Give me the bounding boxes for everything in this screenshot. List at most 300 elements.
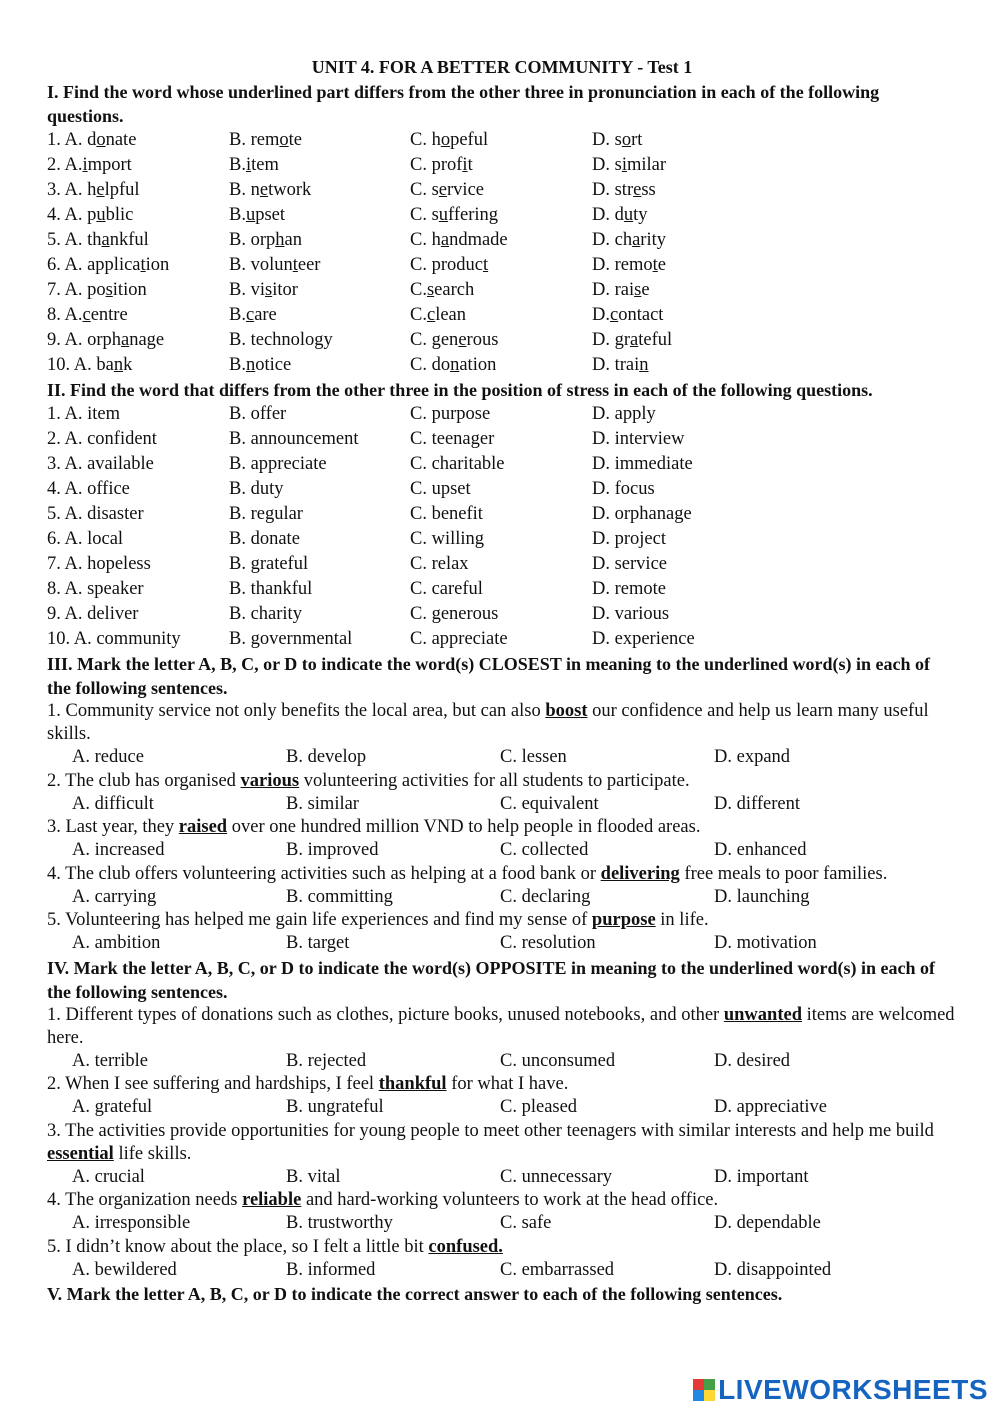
option-text: B. — [229, 355, 246, 375]
underlined-letters: n — [245, 355, 256, 375]
option-text: eer — [297, 255, 321, 275]
question-text-after: life skills. — [113, 1143, 192, 1164]
underlined-letters: e — [96, 180, 105, 200]
answer-option[interactable]: D. service — [592, 554, 667, 574]
stress-row — [47, 577, 957, 602]
question-text-after: our confidence and help us learn many useful skills. — [47, 701, 929, 744]
answer-option[interactable]: 4. A. office — [47, 479, 130, 499]
option-text: nate — [105, 130, 137, 150]
option-text: ffering — [448, 205, 499, 225]
answer-option[interactable] — [410, 353, 592, 378]
answer-option[interactable] — [592, 278, 792, 303]
question-text-before: 1. Different types of donations such as clothes, picture books, unused notebooks, and other — [47, 1004, 724, 1025]
option-text: rity — [640, 230, 666, 250]
option-text: te — [288, 130, 302, 150]
underlined-letters: e — [633, 180, 642, 200]
answer-option[interactable] — [47, 278, 229, 303]
underlined-letters: u — [245, 205, 256, 225]
answer-option[interactable]: C. charitable — [410, 454, 505, 474]
underlined-letters: c — [245, 305, 255, 325]
answer-option[interactable] — [229, 303, 410, 328]
answer-option[interactable]: A. grateful — [72, 1097, 153, 1117]
question-text-after: for what I have. — [446, 1074, 569, 1094]
option-text: milar — [626, 155, 666, 175]
option-text: rvice — [447, 180, 484, 200]
answer-option[interactable]: 1. A. item — [47, 404, 120, 424]
underlined-keyword: raised — [178, 817, 228, 837]
option-text: 6. A. applica — [47, 255, 141, 275]
answer-option[interactable]: B. offer — [229, 404, 287, 424]
answer-option[interactable] — [229, 128, 410, 153]
answer-option[interactable]: D. apply — [592, 404, 656, 424]
option-text: B. orp — [229, 230, 276, 250]
option-text: 1. A. d — [47, 130, 97, 150]
answer-option[interactable] — [592, 178, 792, 203]
underlined-letters: e — [458, 330, 467, 350]
underlined-letters: h — [275, 230, 285, 250]
underlined-letters: a — [101, 230, 110, 250]
option-text: D. remo — [592, 255, 653, 275]
question-text-before: 3. The activities provide opportunities for young people to meet other teenagers with similar interests and help me build — [47, 1120, 934, 1141]
option-text: nage — [129, 330, 165, 350]
underlined-letters: i — [462, 155, 468, 175]
answer-option[interactable]: D. immediate — [592, 454, 693, 474]
option-text: k — [123, 355, 133, 375]
answer-option[interactable] — [592, 153, 792, 178]
underlined-letters: s — [426, 280, 435, 300]
answer-option[interactable]: B. ungrateful — [286, 1097, 384, 1117]
answer-option[interactable] — [410, 128, 592, 153]
answer-option[interactable] — [592, 203, 792, 228]
section-2-heading: II. Find the word that differs from the other three in the position of stress in each of the following questions. — [47, 380, 873, 400]
underlined-letters: a — [630, 330, 639, 350]
option-text: e — [657, 255, 666, 275]
answer-option[interactable]: D. focus — [592, 479, 655, 499]
option-text: mport — [87, 155, 132, 175]
answer-option[interactable]: A. bewildered — [72, 1259, 177, 1280]
underlined-letters: u — [96, 205, 106, 225]
question-text-before: 4. The organization needs — [47, 1190, 243, 1210]
underlined-letters: s — [634, 280, 642, 300]
question-text-after: over one hundred million VND to help people in flooded areas. — [227, 817, 701, 837]
answer-option[interactable]: B. regular — [229, 504, 303, 524]
underlined-letters: t — [292, 255, 298, 275]
option-text: 2. A. — [47, 155, 83, 175]
answer-option[interactable]: C. equivalent — [500, 793, 599, 814]
underlined-keyword: delivering — [600, 863, 680, 884]
option-text: t — [467, 155, 473, 175]
underlined-keyword: thankful — [378, 1074, 447, 1094]
answer-option[interactable]: A. terrible — [72, 1050, 149, 1071]
answer-option[interactable]: C. teenager — [410, 429, 495, 449]
pronunciation-row — [47, 353, 957, 378]
option-text: C. h — [410, 230, 441, 250]
underlined-letters: o — [621, 130, 632, 150]
question-text-before: 4. The club offers volunteering activities such as helping at a food bank or — [47, 863, 601, 884]
answer-option[interactable] — [410, 253, 592, 278]
option-text: otice — [255, 355, 292, 375]
underlined-letters: c — [82, 305, 91, 325]
answer-option[interactable] — [229, 203, 410, 228]
question-text-after: in life. — [655, 910, 709, 930]
question-text-after: volunteering activities for all students to participate. — [299, 770, 690, 791]
answer-option[interactable]: D. remote — [592, 579, 666, 599]
answer-option[interactable] — [229, 228, 410, 253]
page-title: UNIT 4. FOR A BETTER COMMUNITY - Test 1 — [311, 57, 693, 77]
option-text: peful — [450, 130, 489, 150]
answer-option[interactable]: B. announcement — [229, 429, 359, 449]
option-text: ion — [145, 255, 170, 275]
answer-option[interactable] — [47, 153, 229, 178]
stress-row — [47, 627, 957, 652]
underlined-keyword: purpose — [591, 910, 656, 930]
answer-option[interactable] — [229, 353, 410, 378]
option-text: 8. A. — [47, 305, 83, 325]
option-text: earch — [434, 280, 475, 300]
answer-option[interactable]: B. appreciate — [229, 454, 327, 474]
answer-options — [47, 839, 957, 863]
answer-option[interactable]: D. desired — [714, 1050, 791, 1071]
logo-square-red — [693, 1379, 704, 1390]
option-text: ty — [633, 205, 648, 225]
section-2-questions — [47, 402, 957, 652]
underlined-letters: a — [632, 230, 641, 250]
answer-option[interactable] — [229, 278, 410, 303]
answer-option[interactable]: C. careful — [410, 579, 483, 599]
underlined-letters: e — [259, 180, 269, 200]
question-text — [47, 700, 957, 746]
option-text: entre — [90, 305, 128, 325]
answer-options — [47, 1212, 957, 1236]
answer-option[interactable]: 9. A. deliver — [47, 604, 139, 624]
question-text — [47, 1073, 957, 1096]
question-text — [47, 1004, 957, 1050]
answer-option[interactable]: C. benefit — [410, 504, 483, 524]
answer-option[interactable]: 6. A. local — [47, 529, 124, 549]
pronunciation-row — [47, 128, 957, 153]
answer-option[interactable]: C. purpose — [410, 404, 491, 424]
answer-option[interactable]: B. committing — [286, 886, 393, 907]
option-text: ation — [459, 355, 497, 375]
answer-option[interactable]: B. develop — [286, 747, 367, 767]
stress-row — [47, 552, 957, 577]
underlined-letters: s — [105, 280, 113, 300]
option-text: B. n — [229, 180, 260, 200]
option-text: pset — [255, 205, 286, 225]
pronunciation-row — [47, 328, 957, 353]
answer-option[interactable] — [410, 328, 592, 353]
answer-option[interactable] — [229, 328, 410, 353]
section-4-questions — [47, 1004, 957, 1283]
question-text-before: 5. I didn’t know about the place, so I felt a little bit — [47, 1236, 429, 1257]
option-text: B. rem — [229, 130, 280, 150]
answer-option[interactable]: C. embarrassed — [500, 1259, 615, 1280]
option-text: ontact — [618, 305, 664, 325]
option-text: lpful — [104, 180, 140, 200]
answer-option[interactable]: C. declaring — [500, 886, 591, 907]
answer-option[interactable]: C. collected — [500, 840, 589, 860]
answer-option[interactable] — [410, 278, 592, 303]
answer-option[interactable] — [229, 253, 410, 278]
question-text — [47, 770, 957, 793]
option-text: rous — [466, 330, 499, 350]
answer-option[interactable]: B. rejected — [286, 1050, 367, 1071]
answer-option[interactable]: B. grateful — [229, 554, 309, 574]
option-text: ss — [641, 180, 656, 200]
option-text: D. ch — [592, 230, 633, 250]
logo-mark-icon — [693, 1379, 715, 1401]
option-text: 10. A. ba — [47, 355, 114, 375]
question-text-before: 2. The club has organised — [47, 770, 241, 791]
answer-option[interactable] — [410, 178, 592, 203]
answer-option[interactable] — [410, 203, 592, 228]
underlined-keyword: confused. — [428, 1236, 503, 1257]
question-text — [47, 1236, 957, 1259]
underlined-letters: n — [113, 355, 124, 375]
option-text: C. prof — [410, 155, 463, 175]
answer-option[interactable] — [410, 228, 592, 253]
answer-options — [47, 1096, 957, 1120]
answer-option[interactable]: 5. A. disaster — [47, 504, 144, 524]
answer-option[interactable]: D. orphanage — [592, 504, 692, 524]
answer-option[interactable]: C. unnecessary — [500, 1166, 612, 1187]
option-text: B. volun — [229, 255, 293, 275]
stress-row — [47, 452, 957, 477]
option-text: D. s — [592, 130, 622, 150]
section-3-heading: III. Mark the letter A, B, C, or D to indicate the word(s) CLOSEST in meaning to the underlined word(s) in each of the following sentences. — [47, 654, 931, 698]
answer-option[interactable] — [47, 228, 229, 253]
answer-option[interactable]: B. thankful — [229, 579, 313, 599]
question-text-before: 3. Last year, they — [47, 817, 179, 837]
pronunciation-row — [47, 303, 957, 328]
pronunciation-row — [47, 278, 957, 303]
underlined-letters: e — [438, 180, 448, 200]
logo-square-green — [704, 1379, 715, 1390]
answer-option[interactable]: A. reduce — [72, 747, 144, 767]
answer-option[interactable]: C. generous — [410, 604, 499, 624]
answer-option[interactable]: C. relax — [410, 554, 469, 574]
underlined-letters: i — [82, 155, 88, 175]
answer-option[interactable]: B. donate — [229, 529, 300, 549]
option-text: blic — [105, 205, 134, 225]
underlined-letters: a — [440, 230, 450, 250]
answer-option[interactable]: D. dependable — [714, 1213, 821, 1233]
answer-option[interactable] — [592, 303, 792, 328]
answer-option[interactable]: B. trustworthy — [286, 1213, 393, 1233]
underlined-letters: o — [279, 130, 289, 150]
answer-option[interactable]: B. charity — [229, 604, 302, 624]
underlined-letters: o — [440, 130, 451, 150]
option-text: B. — [229, 155, 246, 175]
answer-option[interactable]: A. carrying — [72, 886, 157, 907]
underlined-keyword: unwanted — [723, 1004, 802, 1025]
option-text: 4. A. p — [47, 205, 97, 225]
answer-option[interactable] — [410, 303, 592, 328]
answer-option[interactable]: D. various — [592, 604, 670, 624]
underlined-letters: n — [450, 355, 460, 375]
question-text — [47, 816, 957, 839]
answer-option[interactable]: A. crucial — [72, 1166, 145, 1187]
underlined-letters: t — [482, 255, 489, 275]
stress-row — [47, 502, 957, 527]
answer-option[interactable] — [47, 253, 229, 278]
pronunciation-row — [47, 178, 957, 203]
answer-option[interactable]: 2. A. confident — [47, 429, 157, 449]
section-1-heading: I. Find the word whose underlined part differs from the other three in pronunciation in each of the following questions. — [47, 82, 880, 126]
logo-square-blue — [693, 1390, 704, 1401]
answer-option[interactable]: D. enhanced — [714, 840, 807, 860]
question-text — [47, 1189, 957, 1212]
answer-option[interactable]: A. difficult — [72, 793, 154, 814]
option-text: D. trai — [592, 355, 640, 375]
option-text: 5. A. th — [47, 230, 102, 250]
option-text: C. — [410, 280, 427, 300]
underlined-letters: t — [140, 255, 146, 275]
answer-options — [47, 746, 957, 770]
option-text: twork — [268, 180, 312, 200]
answer-option[interactable] — [47, 178, 229, 203]
option-text: 7. A. po — [47, 280, 106, 300]
answer-option[interactable]: B. governmental — [229, 629, 353, 649]
answer-option[interactable] — [47, 203, 229, 228]
liveworksheets-logo[interactable] — [693, 1374, 988, 1406]
option-text: C. do — [410, 355, 451, 375]
question-text-before: 2. When I see suffering and hardships, I feel — [47, 1074, 379, 1094]
option-text: C. produc — [410, 255, 483, 275]
answer-option[interactable] — [410, 153, 592, 178]
underlined-keyword: reliable — [242, 1190, 302, 1210]
option-text: D. d — [592, 205, 624, 225]
option-text: B. vi — [229, 280, 265, 300]
answer-options — [47, 1050, 957, 1074]
logo-text: LIVEWORKSHEETS — [718, 1374, 988, 1405]
underlined-letters: i — [245, 155, 252, 175]
answer-option[interactable]: C. resolution — [500, 933, 596, 953]
answer-option[interactable] — [47, 128, 229, 153]
answer-option[interactable]: D. disappointed — [714, 1259, 832, 1280]
answer-option[interactable]: 7. A. hopeless — [47, 554, 151, 574]
answer-option[interactable]: D. different — [714, 793, 800, 814]
answer-option[interactable]: C. pleased — [500, 1097, 578, 1117]
answer-option[interactable]: D. important — [714, 1166, 809, 1187]
answer-option[interactable]: C. lessen — [500, 747, 567, 767]
answer-options — [47, 793, 957, 817]
underlined-keyword: essential — [47, 1143, 114, 1164]
question-text-after: and hard-working volunteers to work at the head office. — [301, 1190, 719, 1210]
option-text: 3. A. h — [47, 180, 97, 200]
answer-option[interactable]: A. increased — [72, 840, 165, 860]
pronunciation-row — [47, 153, 957, 178]
option-text: D. rai — [592, 280, 635, 300]
pronunciation-row — [47, 228, 957, 253]
option-text: D. — [592, 305, 610, 325]
option-text: an — [284, 230, 302, 250]
answer-option[interactable] — [592, 353, 792, 378]
answer-option[interactable]: D. project — [592, 529, 666, 549]
answer-option[interactable]: B. vital — [286, 1166, 341, 1187]
option-text: B. technology — [229, 330, 333, 350]
option-text: B. — [229, 205, 246, 225]
answer-option[interactable]: D. interview — [592, 429, 685, 449]
answer-option[interactable] — [592, 128, 792, 153]
answer-option[interactable]: B. improved — [286, 840, 379, 860]
answer-option[interactable]: C. appreciate — [410, 629, 508, 649]
answer-option[interactable] — [229, 178, 410, 203]
answer-option[interactable] — [47, 353, 229, 378]
question-text — [47, 1120, 957, 1166]
stress-row — [47, 402, 957, 427]
option-text: C. gen — [410, 330, 459, 350]
answer-option[interactable] — [47, 328, 229, 353]
answer-option[interactable] — [47, 303, 229, 328]
answer-option[interactable]: B. duty — [229, 479, 284, 499]
stress-row — [47, 477, 957, 502]
answer-option[interactable]: C. safe — [500, 1213, 552, 1233]
answer-option[interactable]: D. launching — [714, 886, 810, 907]
option-text: are — [254, 305, 277, 325]
answer-option[interactable]: B. informed — [286, 1259, 376, 1280]
underlined-letters: c — [610, 305, 619, 325]
answer-option[interactable]: C. upset — [410, 479, 471, 499]
answer-option[interactable]: D. experience — [592, 629, 695, 649]
answer-options — [47, 1259, 957, 1283]
option-text: C. — [410, 305, 427, 325]
answer-option[interactable] — [229, 153, 410, 178]
question-text-before: 1. Community service not only benefits the local area, but can also — [47, 701, 546, 721]
section-3-questions — [47, 700, 957, 956]
answer-option[interactable]: 8. A. speaker — [47, 579, 144, 599]
answer-option[interactable] — [592, 253, 792, 278]
answer-option[interactable]: A. irresponsible — [72, 1213, 191, 1233]
answer-options — [47, 1166, 957, 1190]
answer-option[interactable]: A. ambition — [72, 933, 161, 953]
answer-option[interactable]: D. expand — [714, 747, 791, 767]
option-text: lean — [435, 305, 466, 325]
stress-row — [47, 602, 957, 627]
answer-option[interactable]: D. motivation — [714, 933, 817, 953]
question-text — [47, 863, 957, 886]
answer-option[interactable] — [592, 328, 792, 353]
underlined-letters: s — [264, 280, 273, 300]
answer-option[interactable]: B. target — [286, 933, 350, 953]
stress-row — [47, 427, 957, 452]
answer-option[interactable] — [592, 228, 792, 253]
question-text-after: items are welcomed here. — [47, 1004, 955, 1048]
worksheet-page — [47, 55, 957, 1306]
answer-options — [47, 932, 957, 956]
underlined-letters: u — [438, 205, 449, 225]
option-text: ition — [112, 280, 147, 300]
underlined-letters: a — [121, 330, 130, 350]
answer-option[interactable]: 3. A. available — [47, 454, 154, 474]
answer-options — [47, 886, 957, 910]
underlined-letters: u — [623, 205, 634, 225]
option-text: teful — [638, 330, 673, 350]
option-text: e — [641, 280, 650, 300]
answer-option[interactable]: C. willing — [410, 529, 485, 549]
option-text: tem — [251, 155, 279, 175]
answer-option[interactable]: C. unconsumed — [500, 1050, 616, 1071]
stress-row — [47, 527, 957, 552]
underlined-letters: t — [652, 255, 658, 275]
question-text — [47, 909, 957, 932]
answer-option[interactable]: B. similar — [286, 793, 359, 814]
section-4-heading: IV. Mark the letter A, B, C, or D to indicate the word(s) OPPOSITE in meaning to the underlined word(s) in each of the following sentences. — [47, 957, 935, 1002]
answer-option[interactable]: 10. A. community — [47, 629, 181, 649]
option-text: nkful — [109, 230, 149, 250]
answer-option[interactable]: D. appreciative — [714, 1097, 827, 1117]
question-text-after: free meals to poor families. — [679, 863, 888, 884]
